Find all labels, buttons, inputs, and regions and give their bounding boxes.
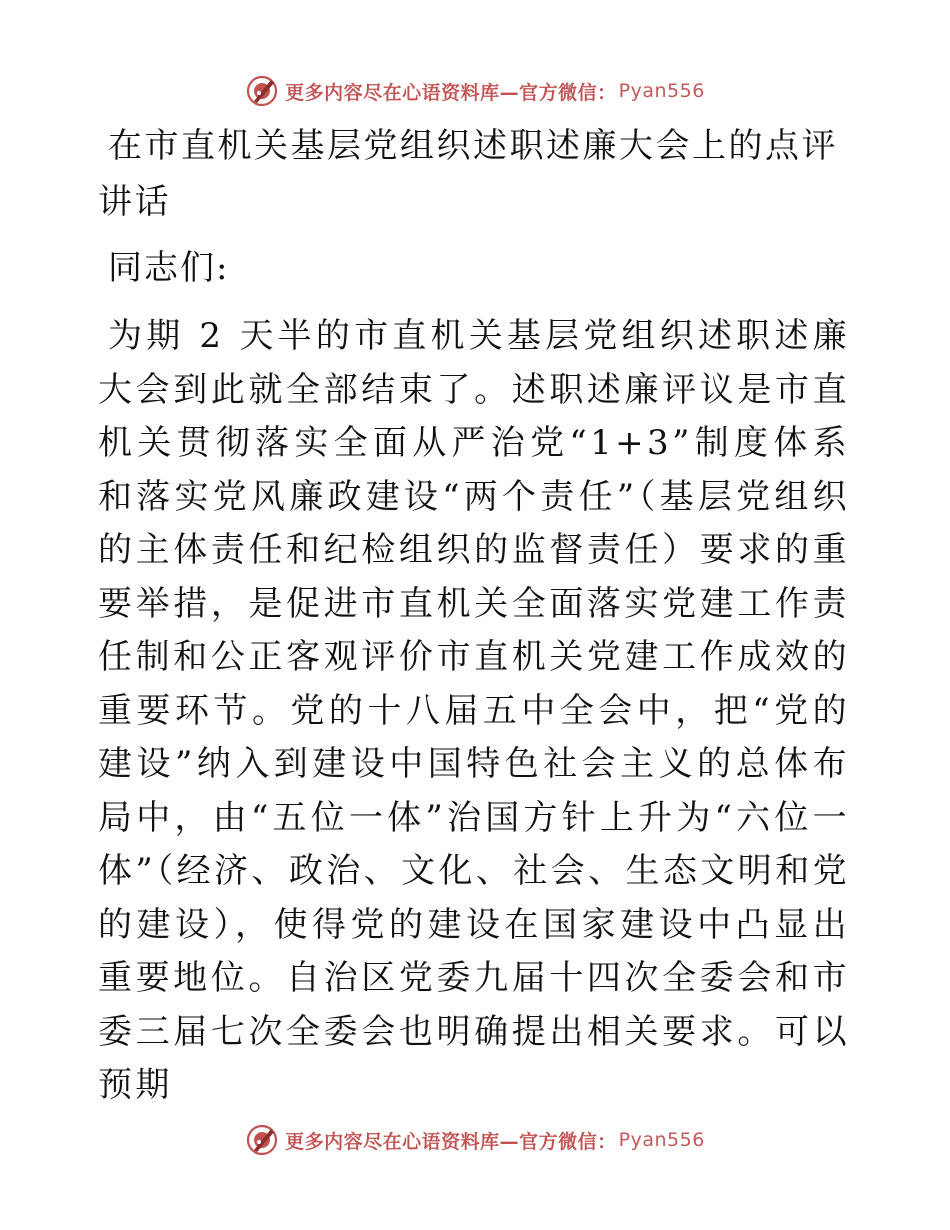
quill-pen-logo-icon <box>245 74 279 108</box>
greeting: 同志们: <box>108 248 230 288</box>
document-title: 在市直机关基层党组织述职述廉大会上的点评讲话 <box>98 126 838 222</box>
header-watermark <box>0 71 950 111</box>
quill-pen-logo-icon <box>245 1123 279 1157</box>
watermark-text: 更多内容尽在心语资料库—官方微信： <box>285 1130 617 1153</box>
body-paragraph: 为期 2 天半的市直机关基层党组织述职述廉大会到此就全部结束了。述职述廉评议是市直机关贯彻落实全面从严治党“1+3”制度体系和落实党风廉政建设“两个责任”（基层党组织的主体责任和纪检组织的监督责任）要求的重要举措，是促进市直机关全面落实党建工作责任制和公正客观评价市直机关党建工作成效的重要环节。党的十八届五中全会中，把“党的建设”纳入到建设中国特色社会主义的总体布局中，由“五位一体”治国方针上升为“六位一体”（经济、政治、文化、社会、生态文明和党的建设），使得党的建设在国家建设中凸显出重要地位。自治区党委九届十四次全委会和市委三届七次全委会也明确提出相关要求。可以预期 <box>98 316 850 1105</box>
document-body <box>98 118 850 1113</box>
footer-watermark <box>0 1120 950 1160</box>
watermark-text: 更多内容尽在心语资料库—官方微信： <box>285 81 617 104</box>
watermark-wechat-id: Pyan556 <box>618 80 705 102</box>
watermark-wechat-id: Pyan556 <box>618 1129 705 1151</box>
